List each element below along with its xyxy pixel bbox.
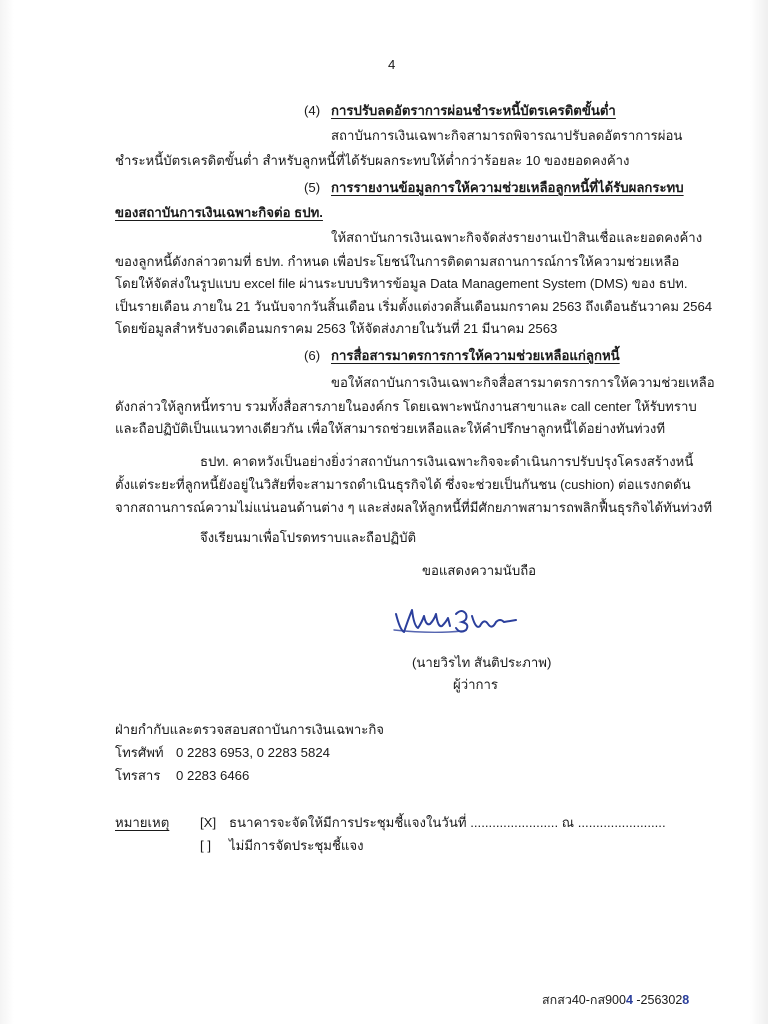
- department-name: ฝ่ายกำกับและตรวจสอบสถาบันการเงินเฉพาะกิจ: [115, 722, 385, 737]
- section-5-line: โดยข้อมูลสำหรับงวดเดือนมกราคม 2563 ให้จัดส่งภายในวันที่ 21 มีนาคม 2563: [115, 321, 558, 336]
- document-reference-code: [542, 992, 689, 1008]
- section-4-heading: การปรับลดอัตราการผ่อนชำระหนี้บัตรเครดิตขั้นต่ำ: [331, 103, 616, 118]
- reference-handwritten-digit: 8: [682, 993, 690, 1007]
- section-6-line: ดังกล่าวให้ลูกหนี้ทราบ รวมทั้งสื่อสารภายในองค์กร โดยเฉพาะพนักงานสาขาและ call center ให้รับทราบ: [115, 399, 697, 414]
- section-4-line: ชำระหนี้บัตรเครดิตขั้นต่ำ สำหรับลูกหนี้ที่ได้รับผลกระทบให้ต่ำกว่าร้อยละ 10 ของยอดคงค้าง: [115, 153, 630, 168]
- closing-line: ตั้งแต่ระยะที่ลูกหนี้ยังอยู่ในวิสัยที่จะสามารถดำเนินธุรกิจได้ ซึ่งจะช่วยเป็นกันชน (cushion) ต่อแรงกดดัน: [115, 477, 691, 492]
- note-label: หมายเหตุ: [115, 815, 170, 830]
- section-5-number: (5): [304, 180, 321, 195]
- page-number: 4: [388, 57, 396, 72]
- section-6-number: (6): [304, 348, 321, 363]
- request-line: จึงเรียนมาเพื่อโปรดทราบและถือปฏิบัติ: [200, 530, 417, 545]
- note-option-1-text: ธนาคารจะจัดให้มีการประชุมชี้แจงในวันที่ ........................ ณ ........................: [229, 815, 666, 830]
- note-option-2-text: ไม่มีการจัดประชุมชี้แจง: [229, 838, 364, 853]
- closing-line: ธปท. คาดหวังเป็นอย่างยิ่งว่าสถาบันการเงินเฉพาะกิจจะดำเนินการปรับปรุงโครงสร้างหนี้: [200, 454, 694, 469]
- regards-line: ขอแสดงความนับถือ: [422, 563, 537, 578]
- section-5-heading-cont: ของสถาบันการเงินเฉพาะกิจต่อ ธปท.: [115, 205, 323, 220]
- reference-handwritten-digit: 4: [625, 993, 633, 1007]
- section-4-line: สถาบันการเงินเฉพาะกิจสามารถพิจารณาปรับลดอัตราการผ่อน: [331, 128, 683, 143]
- section-6-heading: การสื่อสารมาตรการการให้ความช่วยเหลือแก่ลูกหนี้: [331, 348, 620, 363]
- fax-label: โทรสาร: [115, 768, 161, 783]
- phone-label: โทรศัพท์: [115, 745, 164, 760]
- closing-line: จากสถานการณ์ความไม่แน่นอนด้านต่าง ๆ และส่งผลให้ลูกหนี้ที่มีศักยภาพสามารถพลิกฟื้นธุรกิจได้ทันท่วงที: [115, 500, 713, 515]
- fax-number: 0 2283 6466: [176, 768, 250, 783]
- section-5-line: ของลูกหนี้ดังกล่าวตามที่ ธปท. กำหนด เพื่อประโยชน์ในการติดตามสถานการณ์การให้ความช่วยเหลือ: [115, 254, 680, 269]
- reference-sep: -256302: [632, 993, 683, 1007]
- section-5-heading: การรายงานข้อมูลการให้ความช่วยเหลือลูกหนี้ที่ได้รับผลกระทบ: [331, 180, 684, 195]
- section-4-number: (4): [304, 103, 321, 118]
- section-5-line: โดยให้จัดส่งในรูปแบบ excel file ผ่านระบบบริหารข้อมูล Data Management System (DMS) ของ ธปท.: [115, 276, 688, 291]
- section-5-line: ให้สถาบันการเงินเฉพาะกิจจัดส่งรายงานเป้าสินเชื่อและยอดคงค้าง: [331, 230, 703, 245]
- section-6-line: และถือปฏิบัติเป็นแนวทางเดียวกัน เพื่อให้สามารถช่วยเหลือและให้คำปรึกษาลูกหนี้ได้อย่างทันท่วงที: [115, 421, 666, 436]
- note-option-2-checkbox: [ ]: [200, 838, 211, 853]
- signatory-name: (นายวิรไท สันติประภาพ): [412, 655, 552, 670]
- reference-prefix: สกสว40-กส900: [542, 993, 626, 1007]
- note-option-1-checkbox: [X]: [200, 815, 217, 830]
- section-6-line: ขอให้สถาบันการเงินเฉพาะกิจสื่อสารมาตรการการให้ความช่วยเหลือ: [331, 375, 715, 390]
- section-5-line: เป็นรายเดือน ภายใน 21 วันนับจากวันสิ้นเดือน เริ่มตั้งแต่งวดสิ้นเดือนมกราคม 2563 ถึงเดือนธันวาคม 2564: [115, 299, 713, 314]
- phone-number: 0 2283 6953, 0 2283 5824: [176, 745, 331, 760]
- handwritten-signature: [392, 600, 522, 640]
- signatory-title: ผู้ว่าการ: [453, 677, 499, 692]
